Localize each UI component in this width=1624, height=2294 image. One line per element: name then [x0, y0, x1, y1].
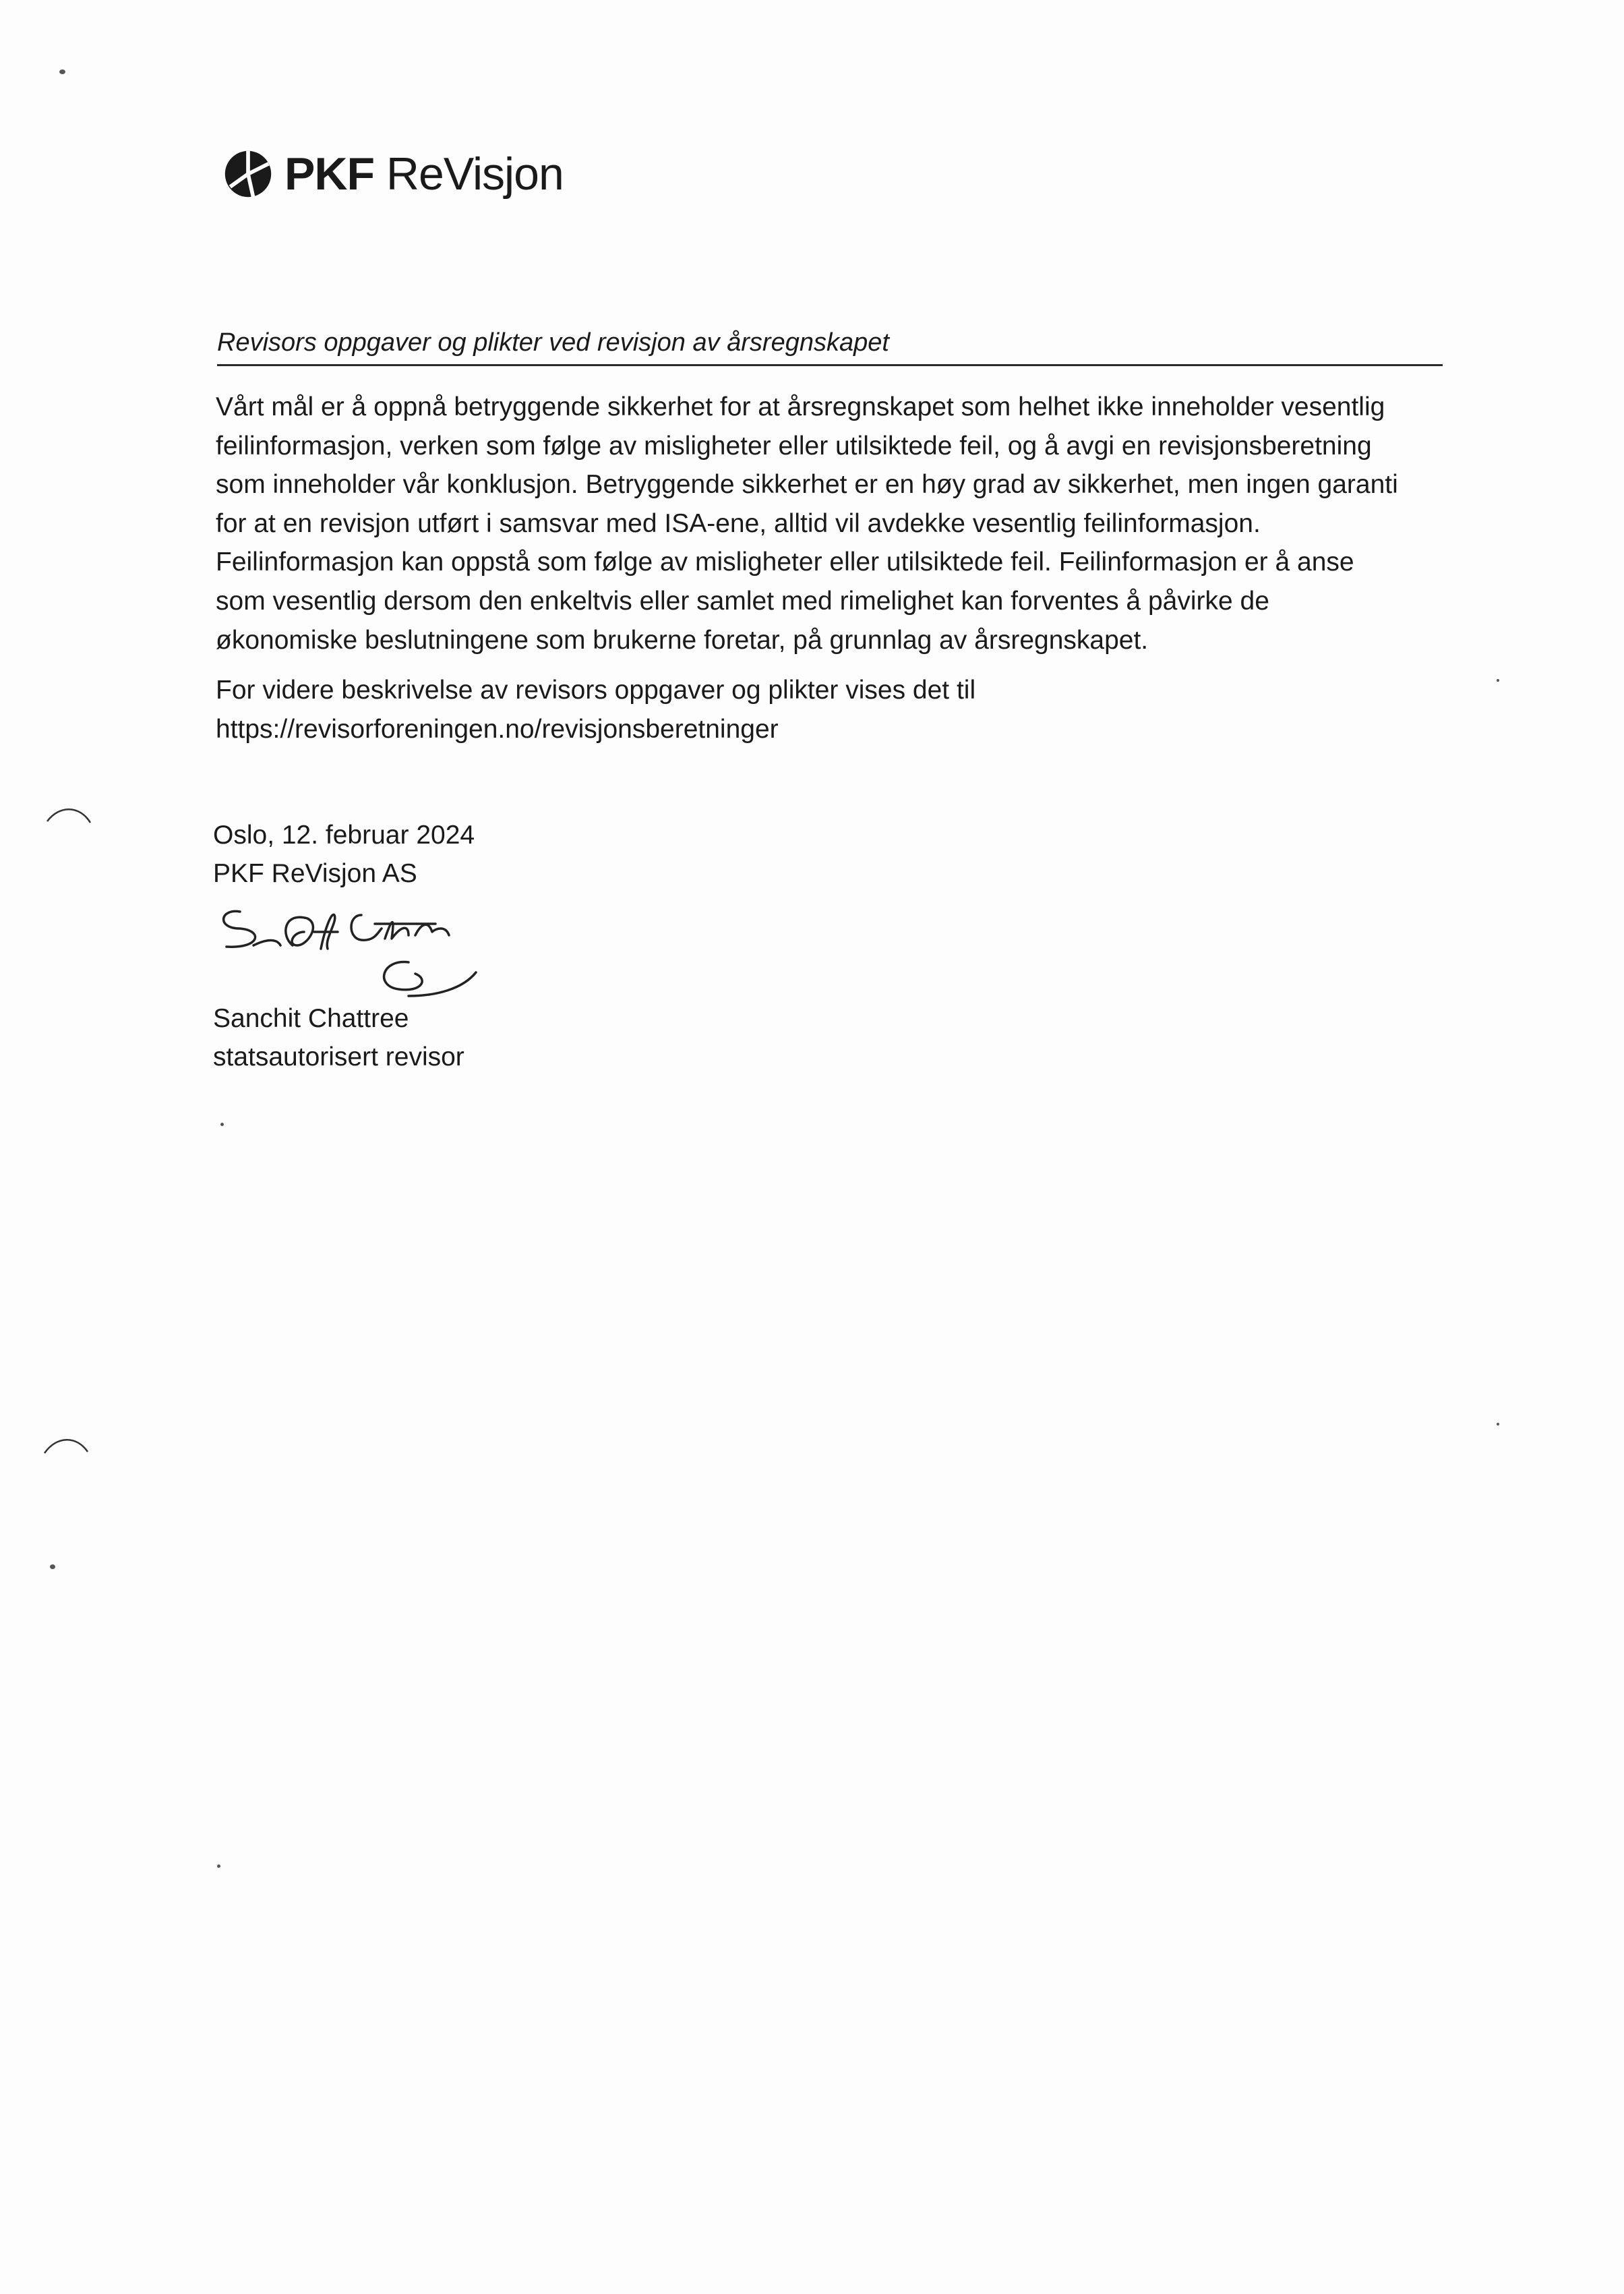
- hole-punch-mark: [46, 802, 93, 829]
- paragraph-reference: For videre beskrivelse av revisors oppgaver og plikter vises det til: [216, 676, 976, 705]
- scan-speck: [50, 1564, 55, 1569]
- firm-name: PKF ReVisjon AS: [213, 859, 417, 888]
- signature-block: [213, 816, 475, 893]
- company-logo: [222, 140, 564, 208]
- paragraph-line: økonomiske beslutningene som brukerne foretar, på grunnlag av årsregnskapet.: [216, 625, 1149, 655]
- paragraph-line: som inneholder vår konklusjon. Betryggende sikkerhet er en høy grad av sikkerhet, men ingen garanti: [216, 470, 1398, 500]
- pkf-logo-icon: [222, 148, 274, 200]
- paragraph-line: feilinformasjon, verken som følge av misligheter eller utilsiktede feil, og å avgi en revisjonsberetning: [216, 431, 1372, 461]
- scan-speck: [1497, 1423, 1499, 1425]
- paragraph-line: Feilinformasjon kan oppstå som følge av misligheter eller utilsiktede feil. Feilinformasjon er å anse: [216, 548, 1354, 577]
- scan-speck: [59, 69, 65, 74]
- reference-url: https://revisorforeningen.no/revisjonsberetninger: [216, 714, 779, 744]
- paragraph-line: for at en revisjon utført i samsvar med ISA-ene, alltid vil avdekke vesentlig feilinformasjon.: [216, 508, 1261, 538]
- logo-wordmark: PKF ReVisjon: [284, 148, 564, 200]
- body-text: [216, 388, 1449, 748]
- scan-speck: [1497, 679, 1499, 682]
- signer-title: statsautorisert revisor: [213, 1042, 464, 1071]
- handwritten-signature: [213, 898, 483, 1006]
- signer-block: [213, 999, 464, 1076]
- scan-speck: [217, 1864, 220, 1868]
- place-date: Oslo, 12. februar 2024: [213, 821, 475, 850]
- hole-punch-mark: [43, 1433, 90, 1460]
- paragraph-line: Vårt mål er å oppnå betryggende sikkerhet for at årsregnskapet som helhet ikke inneholder vesentlig: [216, 392, 1385, 421]
- paragraph-objective: [216, 388, 1449, 659]
- paragraph-line: som vesentlig dersom den enkeltvis eller samlet med rimelighet kan forventes å påvirke de: [216, 586, 1269, 616]
- signer-name: Sanchit Chattree: [213, 1004, 409, 1033]
- scan-speck: [220, 1123, 224, 1126]
- section-heading: Revisors oppgaver og plikter ved revisjon av årsregnskapet: [217, 322, 1443, 366]
